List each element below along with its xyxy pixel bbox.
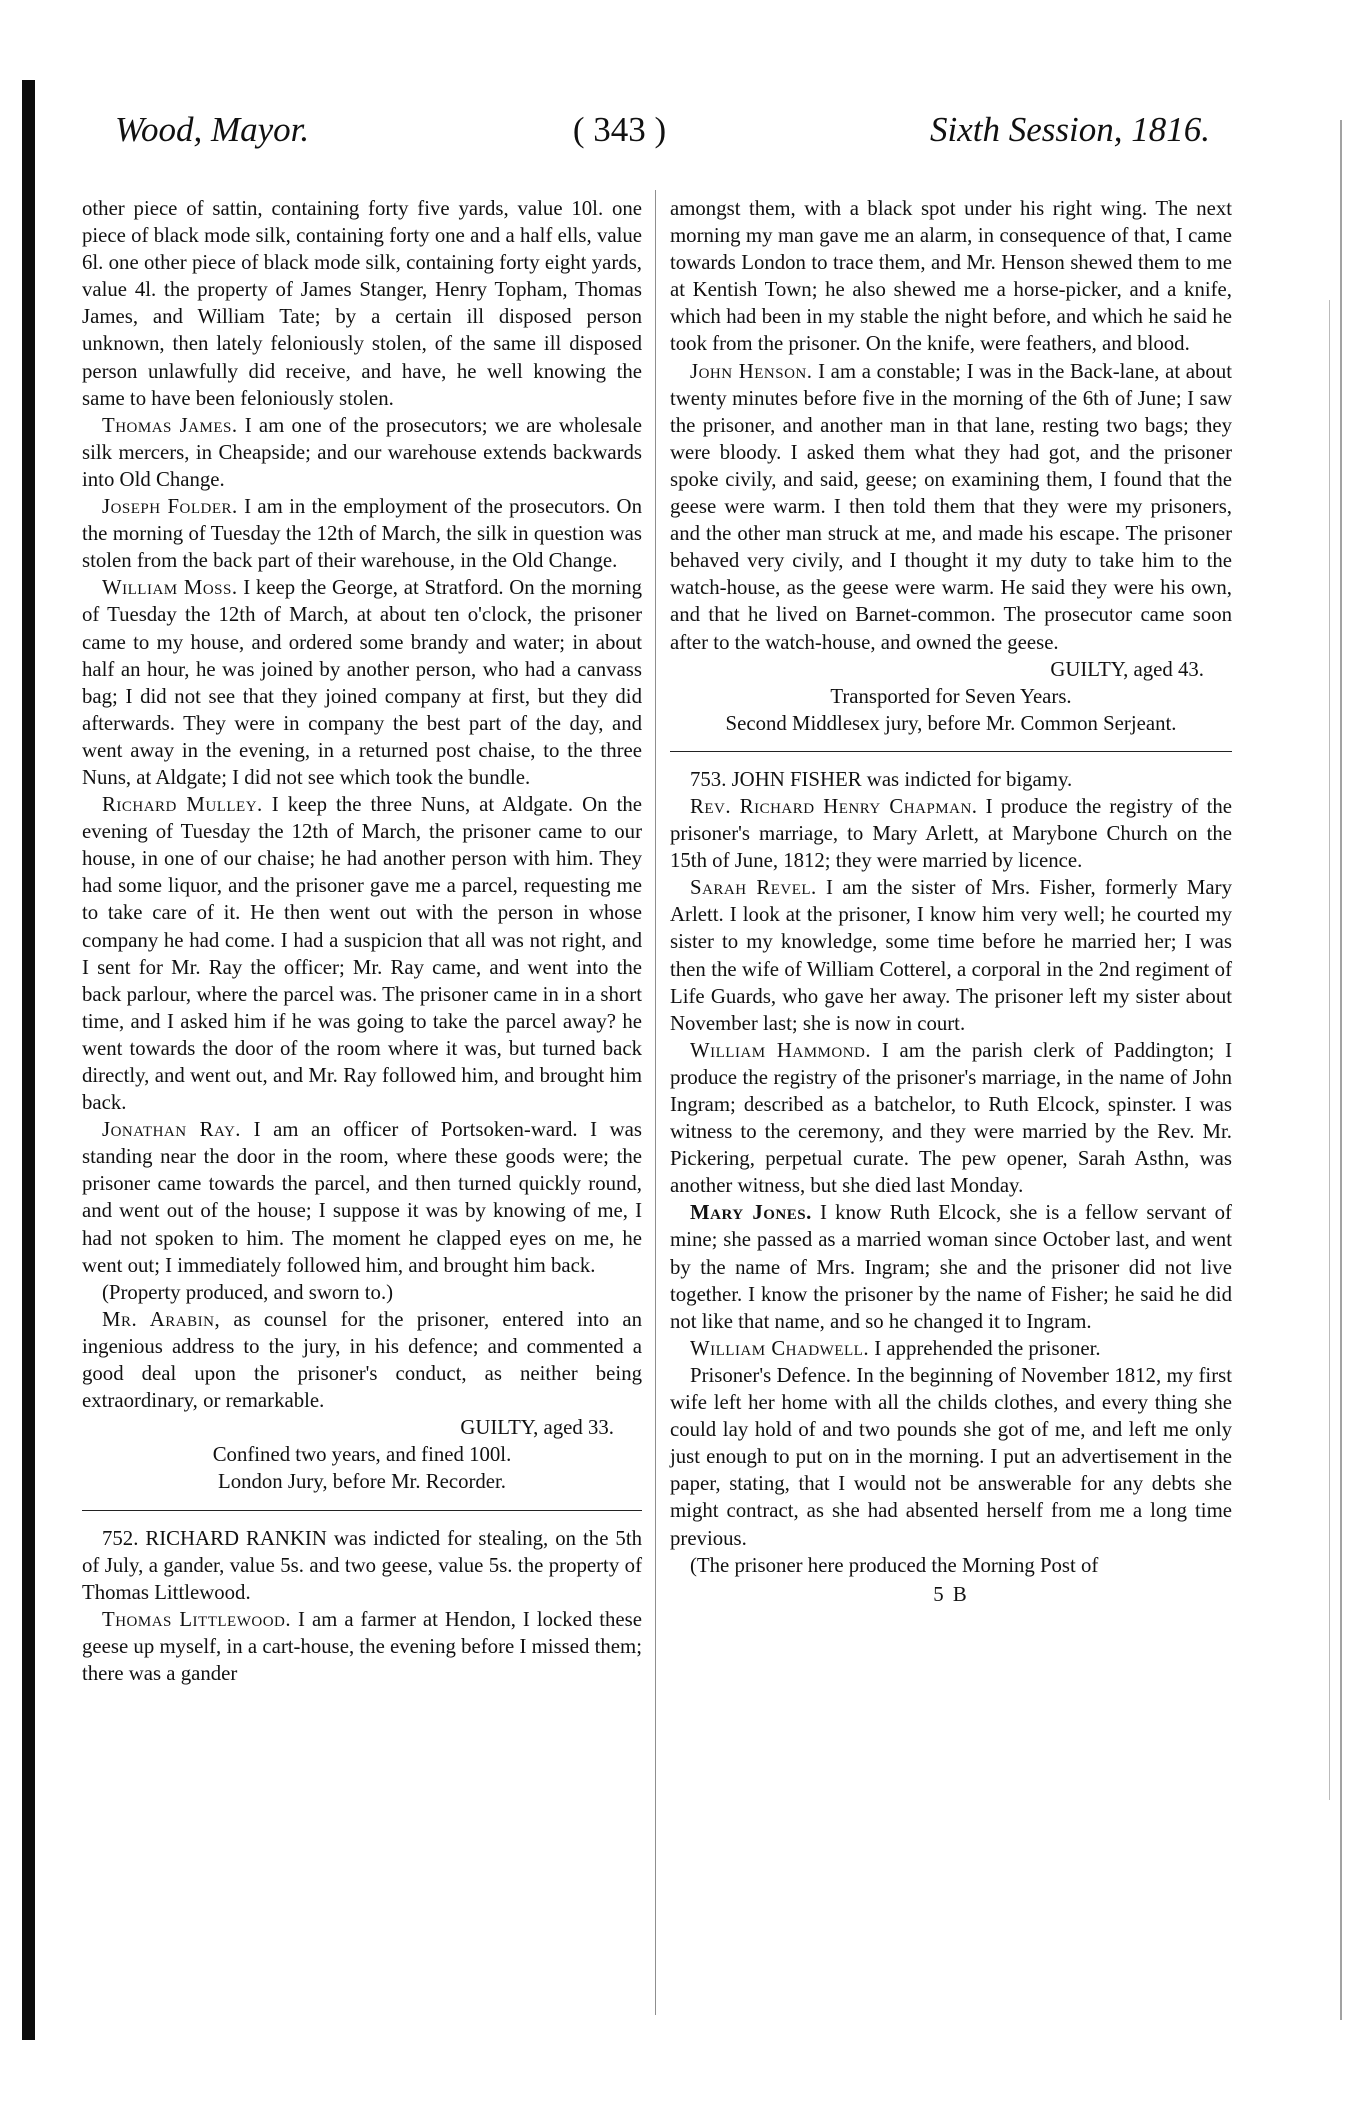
court-note: London Jury, before Mr. Recorder. [218, 1470, 506, 1494]
witness-name: Thomas James. [102, 413, 238, 437]
paragraph [670, 1199, 1232, 1334]
witness-name: William Hammond. [690, 1038, 872, 1062]
witness-name: Thomas Littlewood. [102, 1607, 292, 1631]
paragraph [82, 1306, 642, 1414]
testimony: I keep the George, at Stratford. On the morning of Tuesday the 12th of March, at about ten o'clock, the prisoner came to my house, and ordered some brandy and water; in about half an hour, he was joined by another person, who had a canvass bag; I did not see that they joined company at first, but they did afterwards. They were in company the best part of the day, and went away in the evening, in a returned post chaise, to the three Nuns, at Aldgate; I did not see which took the bundle. [82, 576, 643, 789]
testimony: I am in the employment of the prosecutors. On the morning of Tuesday the 12th of March, the silk in question was stolen from the back part of their warehouse, in the Old Change. [82, 495, 642, 573]
witness-name: Mary Jones. [690, 1201, 812, 1225]
indictment: 752. RICHARD RANKIN was indicted for stealing, on the 5th of July, a gander, value 5s. and two geese, value 5s. the property of Thomas Littlewood. [82, 1526, 642, 1604]
paragraph: (Property produced, and sworn to.) [102, 1280, 394, 1304]
witness-name: John Henson. [690, 359, 813, 383]
page-edge-shadow [1340, 120, 1342, 2020]
testimony: I keep the three Nuns, at Aldgate. On the evening of Tuesday the 12th of March, the prisoner came to our house, in one of our chaise; he had another person with him. They had some liquor, and the prisoner gave me a parcel, requesting me to take care of it. He then went out with the person in whose company he had come. I had a suspicion that all was not right, and I sent for Mr. Ray the officer; Mr. Ray came, and went into the back parlour, where the parcel was. The prisoner came in in a short time, and I asked him if he was going to take the parcel away? he went towards the door of the room where it was, but turned back directly, and went out, and Mr. Ray followed him, and brought him back. [82, 793, 642, 1115]
paragraph: amongst them, with a black spot under his right wing. The next morning my man gave me an alarm, in consequence of that, I came towards London to trace them, and Mr. Henson shewed them to me at Kentish Town; he also shewed me a horse-picker, and a knife, which had been in my stable the night before, and which he said he took from the prisoner. On the knife, were feathers, and blood. [670, 197, 1232, 356]
left-column [82, 195, 642, 1687]
column-divider [655, 190, 656, 2015]
testimony: I am the parish clerk of Paddington; I produce the registry of the prisoner's marriage, in the name of John Ingram; described as a batchelor, to Ruth Elcock, spinster. I was witness to the ceremony, and they were married by the Rev. Mr. Pickering, perpetual curate. The pew opener, Sarah Asthn, was another witness, but she died last Monday. [670, 1038, 1232, 1198]
binding-edge [22, 80, 35, 2040]
witness-name: Richard Mulley. [102, 793, 263, 817]
running-header [115, 110, 1210, 160]
signature-mark: 5 B [933, 1582, 969, 1606]
paragraph [670, 1335, 1232, 1362]
testimony: I know Ruth Elcock, she is a fellow servant of mine; she passed as a married woman since October last, and went by the name of Mrs. Ingram; she and the prisoner did not live together. I know the prisoner by the name of Fisher; he said he did not like that name, and so he changed it to Ingram. [670, 1201, 1232, 1333]
paragraph [670, 793, 1232, 874]
verdict: GUILTY, aged 33. [460, 1416, 614, 1440]
witness-name: Rev. Richard Henry Chapman. [690, 794, 978, 818]
paragraph: other piece of sattin, containing forty five yards, value 10l. one piece of black mode silk, containing forty one and a half ells, value 6l. one other piece of black mode silk, containing forty eight yards, value 4l. the property of James Stanger, Henry Topham, Thomas James, and William Tate; by a certain ill disposed person unknown, then lately feloniously stolen, of the same ill disposed person unlawfully did receive, and have, he well knowing the same to have been feloniously stolen. [82, 197, 642, 410]
testimony: as counsel for the prisoner, entered into an ingenious address to the jury, in his defence; and commented a good deal upon the prisoner's conduct, as neither being extraordinary, or remarkable. [82, 1307, 643, 1413]
right-column [670, 195, 1232, 1608]
testimony: I apprehended the prisoner. [869, 1336, 1101, 1360]
counsel-name: Mr. Arabin, [102, 1307, 221, 1331]
defence-label: Prisoner's Defence. [690, 1363, 852, 1387]
case-separator [82, 1510, 642, 1511]
testimony: I am a farmer at Hendon, I locked these geese up myself, in a cart-house, the evening before I missed them; there was a gander [82, 1607, 642, 1685]
paragraph [670, 1362, 1232, 1552]
paragraph [82, 574, 642, 791]
testimony: I am an officer of Portsoken-ward. I was standing near the door in the room, where these goods were; the prisoner came towards the parcel, and then turned quickly round, and went out of the house; I suppose it was by knowing of me, I had not spoken to him. The moment he clapped eyes on me, he went out; I immediately followed him, and brought him back. [82, 1118, 642, 1277]
paragraph [82, 1116, 642, 1279]
testimony: I am the sister of Mrs. Fisher, formerly Mary Arlett. I look at the prisoner, I know him very well; he courted my sister to my knowledge, some time before he married her; I was then the wife of William Cotterel, a corporal in the 2nd regiment of Life Guards, who gave her away. The prisoner left my sister about November last; she is now in court. [670, 876, 1232, 1035]
testimony: I produce the registry of the prisoner's marriage, to Mary Arlett, at Marybone Church on the 15th of June, 1812; they were married by licence. [670, 794, 1232, 873]
testimony: In the beginning of November 1812, my first wife left her home with all the childs clothes, and every thing she could lay hold of and two pounds she got of me, and left me only just enough to put on in the morning. I put an advertisement in the paper, stating, that I would not be answerable for any debts she might contract, as she had absented herself from me a long time previous. [670, 1363, 1232, 1550]
paragraph [670, 1037, 1232, 1200]
paragraph [670, 358, 1232, 656]
paragraph [670, 874, 1232, 1037]
paragraph [82, 1606, 642, 1687]
testimony: I am a constable; I was in the Back-lane, at about twenty minutes before five in the morning of the 6th of June; I saw the prisoner, and another man in that lane, resting two bags; they were bloody. I asked them what they had got, and the prisoner spoke civily, and said, geese; on examining them, I found that the geese were warm. I then told them that they were my prisoners, and the other man struck at me, and made his escape. The prisoner behaved very civily, and I thought it my duty to take him to the watch-house, as the geese were warm. He said they were his own, and that he lived on Barnet-common. The prosecutor came soon after to the watch-house, and owned the geese. [670, 359, 1232, 654]
sentence: Confined two years, and fined 100l. [212, 1443, 512, 1467]
testimony: I am one of the prosecutors; we are wholesale silk mercers, in Cheapside; and our warehouse extends backwards into Old Change. [82, 413, 642, 491]
paragraph [82, 791, 642, 1116]
witness-name: William Moss. [102, 576, 238, 600]
indictment: 753. JOHN FISHER was indicted for bigamy. [690, 767, 1073, 791]
verdict: GUILTY, aged 43. [1050, 657, 1204, 681]
paragraph [82, 493, 642, 574]
witness-name: Joseph Folder. [102, 495, 238, 519]
page-number: ( 343 ) [572, 110, 667, 149]
header-session: Sixth Session, 1816. [930, 110, 1210, 149]
case-separator [670, 751, 1232, 752]
sentence: Transported for Seven Years. [830, 684, 1072, 708]
witness-name: Jonathan Ray. [102, 1118, 242, 1142]
court-note: Second Middlesex jury, before Mr. Common Serjeant. [725, 711, 1177, 735]
paragraph: (The prisoner here produced the Morning Post of [690, 1553, 1099, 1577]
paragraph [82, 412, 642, 493]
page-edge-shadow-inner [1329, 300, 1330, 1800]
header-mayor: Wood, Mayor. [115, 110, 310, 149]
witness-name: William Chadwell. [690, 1336, 870, 1360]
witness-name: Sarah Revel. [690, 876, 817, 900]
